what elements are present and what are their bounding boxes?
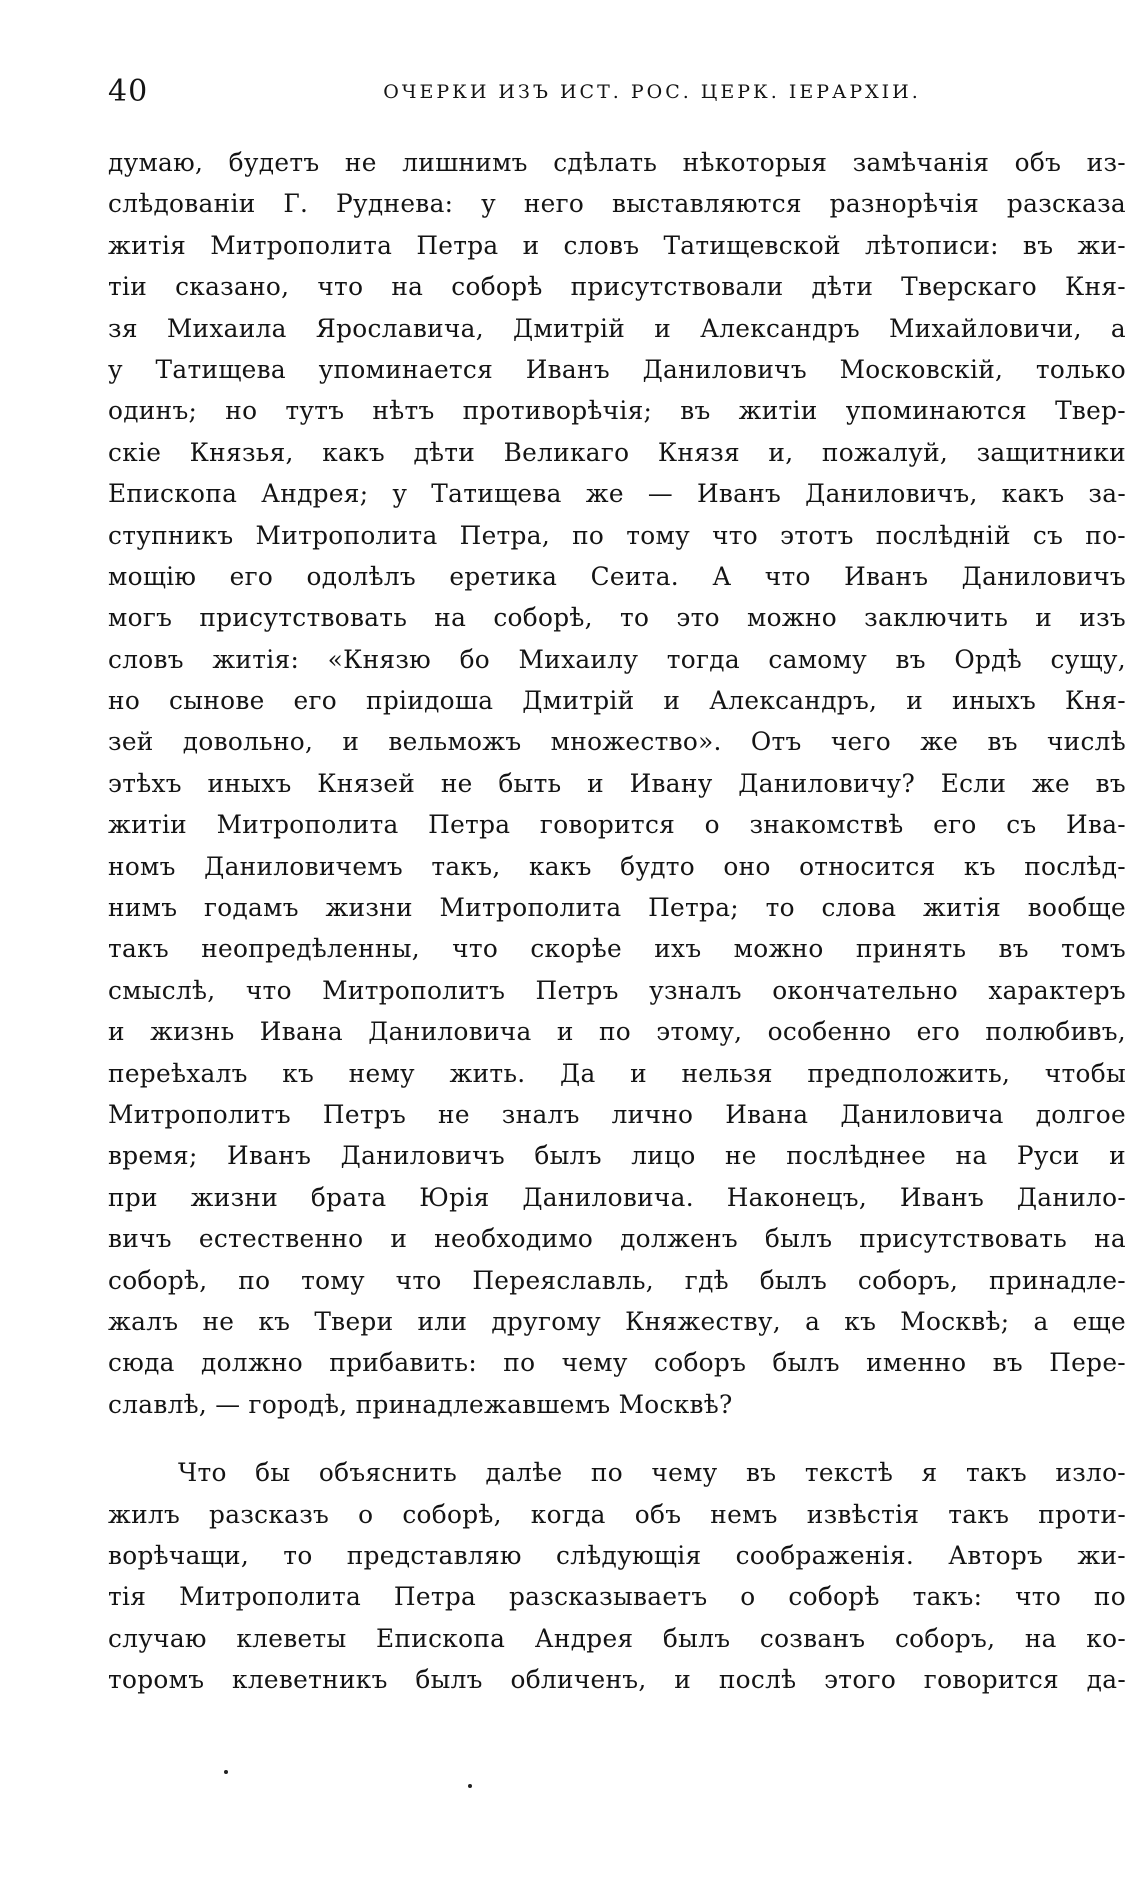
paragraph-2 — [108, 1452, 1126, 1700]
text-line: ворѣчащи, то представляю слѣдующія соображенія. Авторъ жи- — [108, 1540, 1126, 1570]
text-line: время; Иванъ Даниловичъ былъ лицо не послѣднее на Руси и — [108, 1141, 1126, 1171]
page-header — [108, 72, 1126, 112]
text-line: торомъ клеветникъ былъ обличенъ, и послѣ этого говорится да- — [108, 1665, 1126, 1695]
text-line: тія Митрополита Петра разсказываетъ о соборѣ такъ: что по — [108, 1582, 1126, 1612]
print-speck — [468, 1784, 472, 1788]
page-number: 40 — [108, 74, 149, 109]
text-line: смыслѣ, что Митрополитъ Петръ узналъ окончательно характеръ — [108, 975, 1126, 1005]
text-line: зя Михаила Ярославича, Дмитрій и Александръ Михайловичи, а — [108, 313, 1126, 343]
text-line: житіи Митрополита Петра говорится о знакомствѣ его съ Ива- — [108, 810, 1126, 840]
text-line: такъ неопредѣленны, что скорѣе ихъ можно принять въ томъ — [108, 934, 1126, 964]
text-line: слѣдованіи Г. Руднева: у него выставляются разнорѣчія разсказа — [108, 189, 1126, 219]
text-line: тіи сказано, что на соборѣ присутствовали дѣти Тверскаго Кня- — [108, 272, 1126, 302]
text-line: думаю, будетъ не лишнимъ сдѣлать нѣкоторыя замѣчанія объ из- — [108, 148, 1126, 177]
text-line: одинъ; но тутъ нѣтъ противорѣчія; въ житіи упоминаются Твер- — [108, 396, 1126, 426]
text-line: ступникъ Митрополита Петра, по тому что этотъ послѣдній съ по- — [108, 520, 1126, 550]
text-line: номъ Даниловичемъ такъ, какъ будто оно относится къ послѣд- — [108, 851, 1126, 881]
text-line: сюда должно прибавить: по чему соборъ былъ именно въ Пере- — [108, 1348, 1126, 1378]
text-line: мощію его одолѣлъ еретика Сеита. А что Иванъ Даниловичъ — [108, 561, 1126, 591]
text-line: но сынове его пріидоша Дмитрій и Александръ, и иныхъ Кня- — [108, 686, 1126, 716]
text-line: соборѣ, по тому что Переяславль, гдѣ былъ соборъ, принадле- — [108, 1265, 1126, 1295]
text-line: этѣхъ иныхъ Князей не быть и Ивану Даниловичу? Если же въ — [108, 768, 1126, 798]
body-text — [108, 142, 1126, 1700]
paragraph-gap — [108, 1425, 1126, 1452]
text-line: переѣхалъ къ нему жить. Да и нельзя предположить, чтобы — [108, 1058, 1126, 1088]
text-line: вичъ естественно и необходимо долженъ былъ присутствовать на — [108, 1224, 1126, 1254]
text-line: житія Митрополита Петра и словъ Татищевской лѣтописи: въ жи- — [108, 230, 1126, 260]
text-line: жалъ не къ Твери или другому Княжеству, а къ Москвѣ; а еще — [108, 1306, 1126, 1336]
print-speck — [224, 1770, 228, 1774]
text-line: случаю клеветы Епископа Андрея былъ созванъ соборъ, на ко- — [108, 1623, 1126, 1653]
text-line: нимъ годамъ жизни Митрополита Петра; то слова житія вообще — [108, 893, 1126, 923]
text-line: Епископа Андрея; у Татищева же — Иванъ Даниловичъ, какъ за- — [108, 479, 1126, 509]
text-line: зей довольно, и вельможъ множество». Отъ чего же въ числѣ — [108, 727, 1126, 757]
text-line: словъ житія: «Князю бо Михаилу тогда самому въ Ордѣ сущу, — [108, 644, 1126, 674]
text-line: и жизнь Ивана Даниловича и по этому, особенно его полюбивъ, — [108, 1017, 1126, 1047]
text-line: Митрополитъ Петръ не зналъ лично Ивана Даниловича долгое — [108, 1099, 1126, 1129]
text-line: могъ присутствовать на соборѣ, то это можно заключить и изъ — [108, 603, 1126, 633]
text-line: у Татищева упоминается Иванъ Даниловичъ Московскій, только — [108, 354, 1126, 384]
text-line: при жизни брата Юрія Даниловича. Наконецъ, Иванъ Данило- — [108, 1182, 1126, 1212]
text-line: скіе Князья, какъ дѣти Великаго Князя и, пожалуй, защитники — [108, 437, 1126, 467]
text-line: Что бы объяснить далѣе по чему въ текстѣ я такъ изло- — [178, 1458, 1126, 1488]
text-line: жилъ разсказъ о соборѣ, когда объ немъ извѣстія такъ проти- — [108, 1499, 1126, 1529]
running-head: ОЧЕРКИ ИЗЪ ИСТ. РОС. ЦЕРК. ІЕРАРХІИ. — [383, 81, 921, 103]
paragraph-1 — [108, 142, 1126, 1425]
text-line: славлѣ, — городѣ, принадлежавшемъ Москвѣ? — [108, 1389, 733, 1419]
